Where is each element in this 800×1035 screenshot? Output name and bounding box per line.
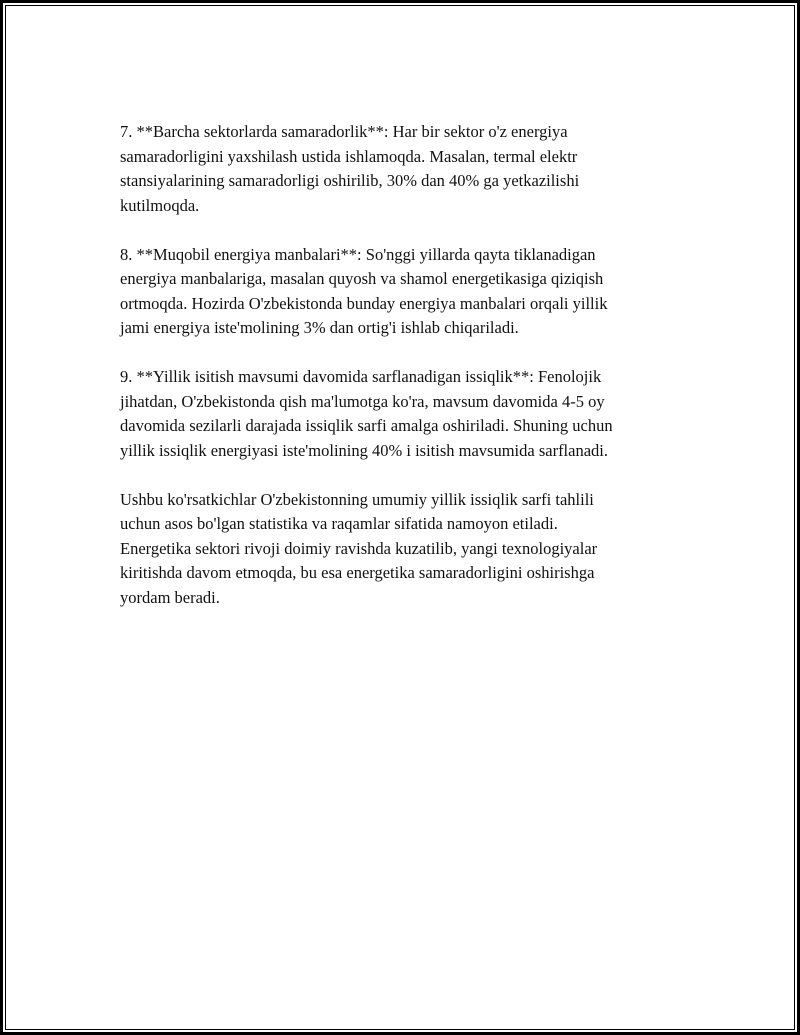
document-body (120, 120, 685, 635)
paragraph-summary: Ushbu ko'rsatkichlar O'zbekistonning umumiy yillik issiqlik sarfi tahlili uchun asos bo'lgan statistika va raqamlar sifatida namoyon etiladi. Energetika sektori rivoji doimiy ravishda kuzatilib, yangi texnologiyalar kiritishda davom etmoqda, bu esa energetika samaradorligini oshirishga yordam beradi. (120, 489, 598, 607)
paragraph-item-9: 9. **Yillik isitish mavsumi davomida sarflanadigan issiqlik**: Fenolojik jihatdan, O'zbekistonda qish ma'lumotga ko'ra, mavsum davomida 4-5 oy davomida sezilarli darajada issiqlik sarfi amalga oshiriladi. Shuning uchun yillik issiqlik energiyasi iste'molining 40% i isitish mavsumida sarflanadi. (120, 367, 613, 460)
paragraph-item-8: 8. **Muqobil energiya manbalari**: So'nggi yillarda qayta tiklanadigan energiya manbalariga, masalan quyosh va shamol energetikasiga qiziqish ortmoqda. Hozirda O'zbekistonda bunday energiya manbalari orqali yillik jami energiya iste'molining 3% dan ortig'i ishlab chiqariladi. (120, 244, 608, 337)
paragraph-item-7: 7. **Barcha sektorlarda samaradorlik**: Har bir sektor o'z energiya samaradorligini yaxshilash ustida ishlamoqda. Masalan, termal elektr stansiyalarining samaradorligi oshirilib, 30% dan 40% ga yetkazilishi kutilmoqda. (120, 122, 580, 215)
